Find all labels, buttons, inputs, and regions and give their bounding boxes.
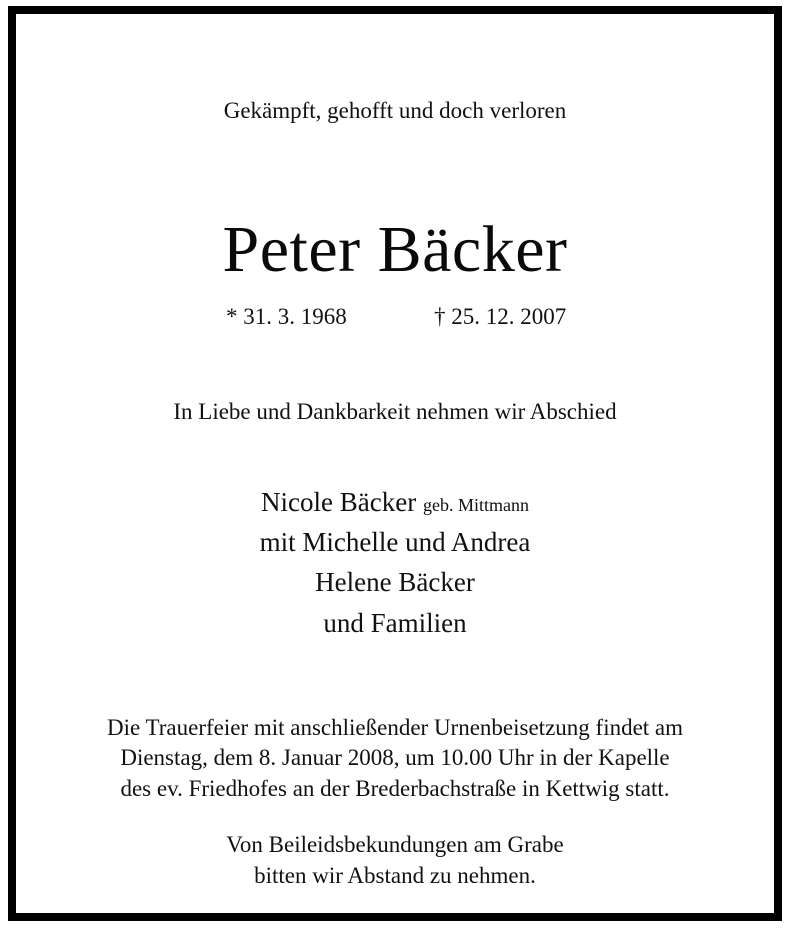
mourner-line-3: Helene Bäcker — [315, 567, 475, 597]
mourner-line-4: und Familien — [323, 608, 467, 638]
death-date: † 25. 12. 2007 — [434, 304, 567, 329]
motto-line: Gekämpft, gehofft und doch verloren — [223, 98, 567, 123]
maiden-name-note: geb. Mittmann — [422, 495, 529, 515]
birth-date: * 31. 3. 1968 — [226, 304, 347, 329]
service-line-3: des ev. Friedhofes an der Brederbachstraße in Kettwig statt. — [120, 776, 670, 801]
obituary-notice — [8, 6, 782, 921]
deceased-name: Peter Bäcker — [222, 213, 568, 286]
mourner-line-1 — [16, 487, 774, 518]
condolence-line-2: bitten wir Abstand zu nehmen. — [254, 863, 536, 888]
service-line-1: Die Trauerfeier mit anschließender Urnenbeisetzung findet am — [106, 715, 684, 740]
mourner-line-2: mit Michelle und Andrea — [259, 527, 531, 557]
farewell-line: In Liebe und Dankbarkeit nehmen wir Abschied — [173, 399, 617, 424]
condolence-line-1: Von Beileidsbekundungen am Grabe — [226, 832, 564, 857]
mourner-name: Nicole Bäcker — [261, 487, 417, 517]
service-line-2: Dienstag, dem 8. Januar 2008, um 10.00 Uhr in der Kapelle — [120, 745, 670, 770]
